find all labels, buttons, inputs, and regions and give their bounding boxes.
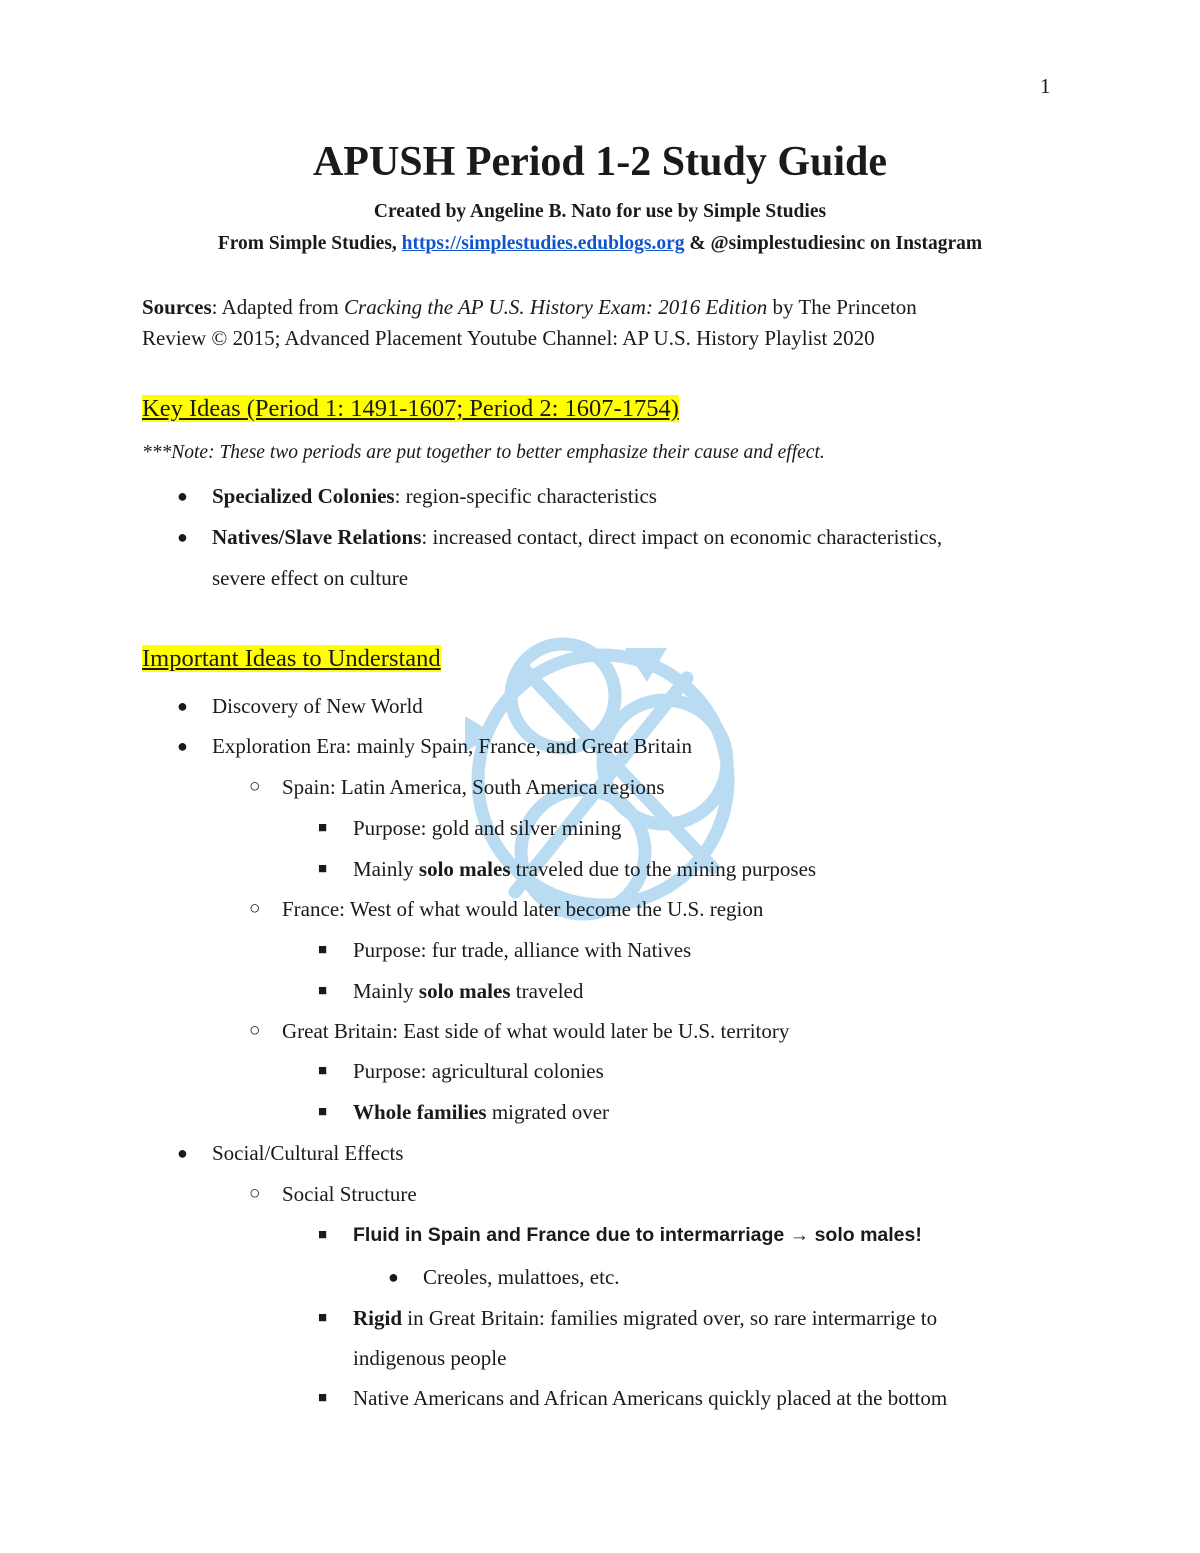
square-bullet-icon: ■ — [318, 1063, 328, 1079]
list-item: France: West of what would later become the U.S. region — [282, 897, 764, 921]
section-heading-important-ideas: Important Ideas to Understand — [142, 645, 441, 672]
sources-label: Sources — [142, 295, 212, 319]
author-credit: Created by Angeline B. Nato for use by Simple Studies — [373, 201, 827, 222]
bullet-icon: ● — [177, 736, 188, 756]
square-bullet-icon: ■ — [318, 1310, 328, 1326]
list-item: Discovery of New World — [212, 694, 423, 718]
square-bullet-icon: ■ — [318, 983, 328, 999]
list-item: Mainly solo males traveled due to the mining purposes — [353, 857, 817, 881]
list-item: Great Britain: East side of what would later be U.S. territory — [282, 1019, 790, 1043]
source-credit-prefix: From Simple Studies, — [217, 233, 402, 254]
list-item: Creoles, mulattoes, etc. — [423, 1265, 620, 1289]
list-item: Fluid in Spain and France due to intermarriage → solo males! — [353, 1224, 922, 1246]
sources-paragraph — [142, 292, 1042, 354]
list-item: Social Structure — [282, 1182, 417, 1206]
sources-text-2: by The Princeton — [767, 295, 917, 319]
list-item: Whole families migrated over — [353, 1100, 610, 1124]
sub-bullet-icon: ○ — [249, 1183, 261, 1204]
sources-line-2: Review © 2015; Advanced Placement Youtube Channel: AP U.S. History Playlist 2020 — [142, 326, 875, 350]
list-item: Specialized Colonies: region-specific characteristics — [212, 484, 657, 508]
square-bullet-icon: ■ — [318, 1227, 328, 1243]
sub-bullet-icon: ○ — [249, 898, 261, 919]
sub-bullet-icon: ○ — [249, 1020, 261, 1041]
section-heading-key-ideas: Key Ideas (Period 1: 1491-1607; Period 2: 1607-1754) — [142, 395, 679, 422]
bullet-icon: ● — [177, 696, 188, 716]
list-item-continuation: indigenous people — [353, 1346, 507, 1370]
document-title: APUSH Period 1-2 Study Guide — [312, 139, 888, 185]
source-credit-suffix: & @simplestudiesinc on Instagram — [684, 233, 983, 254]
bullet-icon: ● — [177, 486, 188, 506]
square-bullet-icon: ■ — [318, 1390, 328, 1406]
square-bullet-icon: ■ — [318, 1104, 328, 1120]
source-credit — [0, 233, 1200, 255]
list-item: Social/Cultural Effects — [212, 1141, 404, 1165]
list-item: Purpose: agricultural colonies — [353, 1059, 604, 1083]
book-title: Cracking the AP U.S. History Exam: 2016 Edition — [344, 295, 768, 319]
simplestudies-link[interactable]: https://simplestudies.edublogs.org — [401, 233, 685, 254]
list-item: Purpose: gold and silver mining — [353, 816, 622, 840]
list-item-continuation: severe effect on culture — [212, 566, 409, 590]
list-item: Mainly solo males traveled — [353, 979, 584, 1003]
bullet-icon: ● — [388, 1267, 399, 1287]
square-bullet-icon: ■ — [318, 942, 328, 958]
bullet-icon: ● — [177, 1143, 188, 1163]
sources-text: : Adapted from — [211, 295, 345, 319]
list-item: Purpose: fur trade, alliance with Natives — [353, 938, 692, 962]
bullet-icon: ● — [177, 527, 188, 547]
list-item: Exploration Era: mainly Spain, France, and Great Britain — [212, 734, 692, 758]
sub-bullet-icon: ○ — [249, 776, 261, 797]
page-number: 1 — [1040, 74, 1051, 98]
square-bullet-icon: ■ — [318, 861, 328, 877]
list-item: Rigid in Great Britain: families migrated over, so rare intermarrige to — [353, 1306, 938, 1330]
square-bullet-icon: ■ — [318, 820, 328, 836]
list-item: Native Americans and African Americans quickly placed at the bottom — [353, 1386, 948, 1410]
list-item: Spain: Latin America, South America regions — [282, 775, 665, 799]
list-item: Natives/Slave Relations: increased contact, direct impact on economic characteristics, — [212, 525, 943, 549]
section-note: ***Note: These two periods are put together to better emphasize their cause and effect. — [142, 442, 825, 463]
